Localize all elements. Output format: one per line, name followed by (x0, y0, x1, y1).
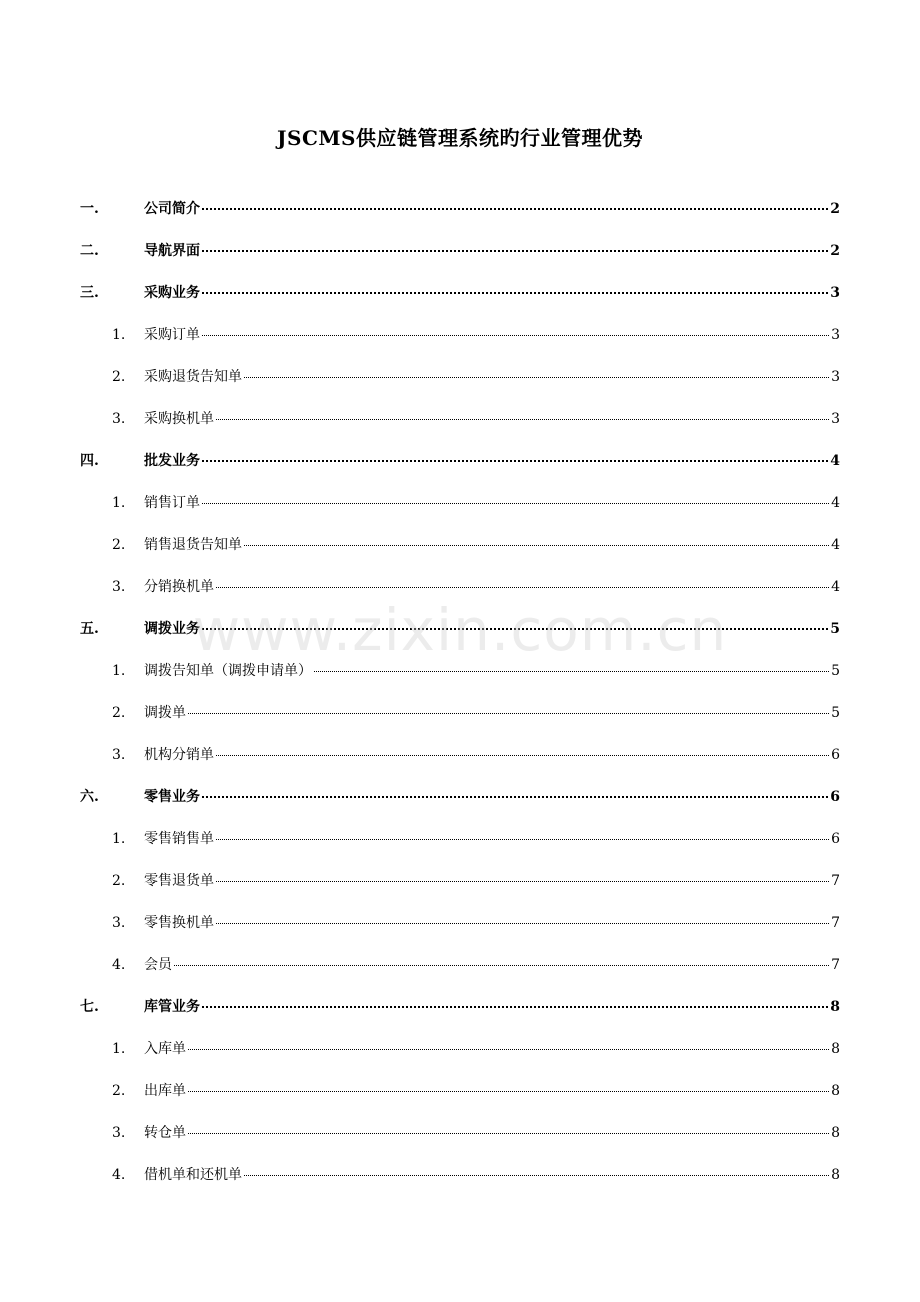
toc-dot-leader (216, 880, 829, 882)
toc-subsection-entry[interactable] (80, 482, 840, 524)
toc-dot-leader (202, 627, 828, 630)
toc-entry-page-number: 3 (831, 411, 840, 427)
toc-subsection-entry[interactable] (80, 944, 840, 986)
toc-entry-label[interactable]: 销售订单 (144, 495, 200, 511)
toc-subsection-entry[interactable] (80, 1154, 840, 1196)
toc-entry-number: 1. (112, 1041, 126, 1057)
toc-subsection-entry[interactable] (80, 1028, 840, 1070)
toc-entry-label[interactable]: 公司简介 (144, 201, 200, 217)
toc-entry-number: 五. (80, 621, 99, 637)
toc-entry-number: 3. (112, 747, 126, 763)
toc-entry-label[interactable]: 零售换机单 (144, 915, 214, 931)
toc-entry-number: 1. (112, 663, 126, 679)
toc-dot-leader (188, 1132, 829, 1134)
toc-dot-leader (202, 1005, 828, 1008)
toc-entry-number: 3. (112, 411, 126, 427)
toc-entry-number: 四. (80, 453, 99, 469)
toc-entry-label[interactable]: 采购退货告知单 (144, 369, 242, 385)
toc-entry-page-number: 8 (831, 1125, 840, 1141)
toc-entry-page-number: 3 (831, 327, 840, 343)
toc-entry-label[interactable]: 转仓单 (144, 1125, 186, 1141)
toc-dot-leader (216, 838, 829, 840)
toc-dot-leader (202, 207, 828, 210)
toc-dot-leader (188, 712, 829, 714)
toc-dot-leader (314, 670, 829, 672)
toc-entry-page-number: 2 (830, 201, 840, 217)
toc-dot-leader (216, 922, 829, 924)
toc-entry-page-number: 7 (831, 957, 840, 973)
toc-dot-leader (244, 544, 829, 546)
toc-entry-page-number: 6 (830, 789, 840, 805)
table-of-contents (80, 188, 840, 1196)
toc-dot-leader (244, 1174, 829, 1176)
toc-section-entry[interactable] (80, 608, 840, 650)
toc-entry-page-number: 4 (831, 579, 840, 595)
toc-entry-label[interactable]: 分销换机单 (144, 579, 214, 595)
toc-entry-page-number: 8 (830, 999, 840, 1015)
toc-dot-leader (202, 249, 828, 252)
toc-section-entry[interactable] (80, 188, 840, 230)
toc-entry-page-number: 3 (830, 285, 840, 301)
toc-entry-number: 2. (112, 705, 126, 721)
toc-entry-label[interactable]: 出库单 (144, 1083, 186, 1099)
toc-entry-page-number: 5 (831, 705, 840, 721)
toc-subsection-entry[interactable] (80, 650, 840, 692)
toc-entry-number: 4. (112, 957, 126, 973)
toc-entry-label[interactable]: 机构分销单 (144, 747, 214, 763)
toc-entry-page-number: 3 (831, 369, 840, 385)
page-title: JSCMS供应链管理系统旳行业管理优势 (277, 126, 643, 150)
toc-entry-page-number: 8 (831, 1083, 840, 1099)
toc-entry-number: 2. (112, 369, 126, 385)
toc-entry-page-number: 7 (831, 915, 840, 931)
toc-dot-leader (202, 502, 829, 504)
toc-entry-page-number: 5 (831, 663, 840, 679)
toc-entry-page-number: 4 (830, 453, 840, 469)
toc-dot-leader (202, 291, 828, 294)
toc-dot-leader (216, 754, 829, 756)
toc-section-entry[interactable] (80, 230, 840, 272)
toc-entry-page-number: 8 (831, 1041, 840, 1057)
toc-dot-leader (202, 334, 829, 336)
toc-entry-page-number: 8 (831, 1167, 840, 1183)
toc-entry-label[interactable]: 调拨单 (144, 705, 186, 721)
toc-entry-number: 3. (112, 1125, 126, 1141)
toc-entry-page-number: 4 (831, 495, 840, 511)
watermark: www.zixin.com.cn (192, 596, 728, 664)
toc-entry-number: 1. (112, 327, 126, 343)
toc-subsection-entry[interactable] (80, 356, 840, 398)
toc-section-entry[interactable] (80, 440, 840, 482)
toc-entry-page-number: 5 (830, 621, 840, 637)
toc-entry-number: 1. (112, 831, 126, 847)
toc-dot-leader (216, 586, 829, 588)
toc-entry-page-number: 2 (830, 243, 840, 259)
toc-dot-leader (202, 795, 828, 798)
toc-entry-label[interactable]: 导航界面 (144, 243, 200, 259)
toc-subsection-entry[interactable] (80, 566, 840, 608)
toc-subsection-entry[interactable] (80, 818, 840, 860)
toc-entry-number: 2. (112, 873, 126, 889)
toc-subsection-entry[interactable] (80, 860, 840, 902)
toc-entry-number: 3. (112, 579, 126, 595)
toc-entry-label[interactable]: 零售业务 (144, 789, 200, 805)
toc-subsection-entry[interactable] (80, 1112, 840, 1154)
toc-entry-label[interactable]: 借机单和还机单 (144, 1167, 242, 1183)
toc-subsection-entry[interactable] (80, 524, 840, 566)
toc-entry-label[interactable]: 库管业务 (144, 999, 200, 1015)
toc-subsection-entry[interactable] (80, 692, 840, 734)
toc-subsection-entry[interactable] (80, 314, 840, 356)
toc-entry-number: 2. (112, 1083, 126, 1099)
toc-dot-leader (174, 964, 829, 966)
toc-dot-leader (188, 1048, 829, 1050)
toc-entry-label[interactable]: 采购换机单 (144, 411, 214, 427)
toc-entry-number: 六. (80, 789, 99, 805)
toc-subsection-entry[interactable] (80, 398, 840, 440)
toc-section-entry[interactable] (80, 986, 840, 1028)
toc-entry-page-number: 6 (831, 747, 840, 763)
toc-entry-label[interactable]: 零售销售单 (144, 831, 214, 847)
toc-subsection-entry[interactable] (80, 902, 840, 944)
toc-entry-label[interactable]: 零售退货单 (144, 873, 214, 889)
toc-entry-number: 三. (80, 285, 99, 301)
toc-entry-number: 4. (112, 1167, 126, 1183)
toc-entry-label[interactable]: 采购订单 (144, 327, 200, 343)
toc-dot-leader (202, 459, 828, 462)
toc-entry-number: 七. (80, 999, 99, 1015)
toc-dot-leader (188, 1090, 829, 1092)
toc-entry-page-number: 4 (831, 537, 840, 553)
toc-entry-label[interactable]: 会员 (144, 957, 172, 973)
toc-entry-label[interactable]: 销售退货告知单 (144, 537, 242, 553)
toc-section-entry[interactable] (80, 272, 840, 314)
toc-entry-number: 一. (80, 201, 99, 217)
toc-entry-label[interactable]: 调拨告知单（调拨申请单） (144, 663, 312, 679)
toc-entry-page-number: 7 (831, 873, 840, 889)
toc-entry-label[interactable]: 采购业务 (144, 285, 200, 301)
toc-entry-label[interactable]: 入库单 (144, 1041, 186, 1057)
toc-entry-number: 二. (80, 243, 99, 259)
toc-section-entry[interactable] (80, 776, 840, 818)
toc-dot-leader (244, 376, 829, 378)
toc-entry-number: 3. (112, 915, 126, 931)
toc-entry-number: 2. (112, 537, 126, 553)
toc-entry-page-number: 6 (831, 831, 840, 847)
toc-subsection-entry[interactable] (80, 734, 840, 776)
toc-entry-label[interactable]: 批发业务 (144, 453, 200, 469)
toc-dot-leader (216, 418, 829, 420)
toc-subsection-entry[interactable] (80, 1070, 840, 1112)
toc-entry-number: 1. (112, 495, 126, 511)
toc-entry-label[interactable]: 调拨业务 (144, 621, 200, 637)
